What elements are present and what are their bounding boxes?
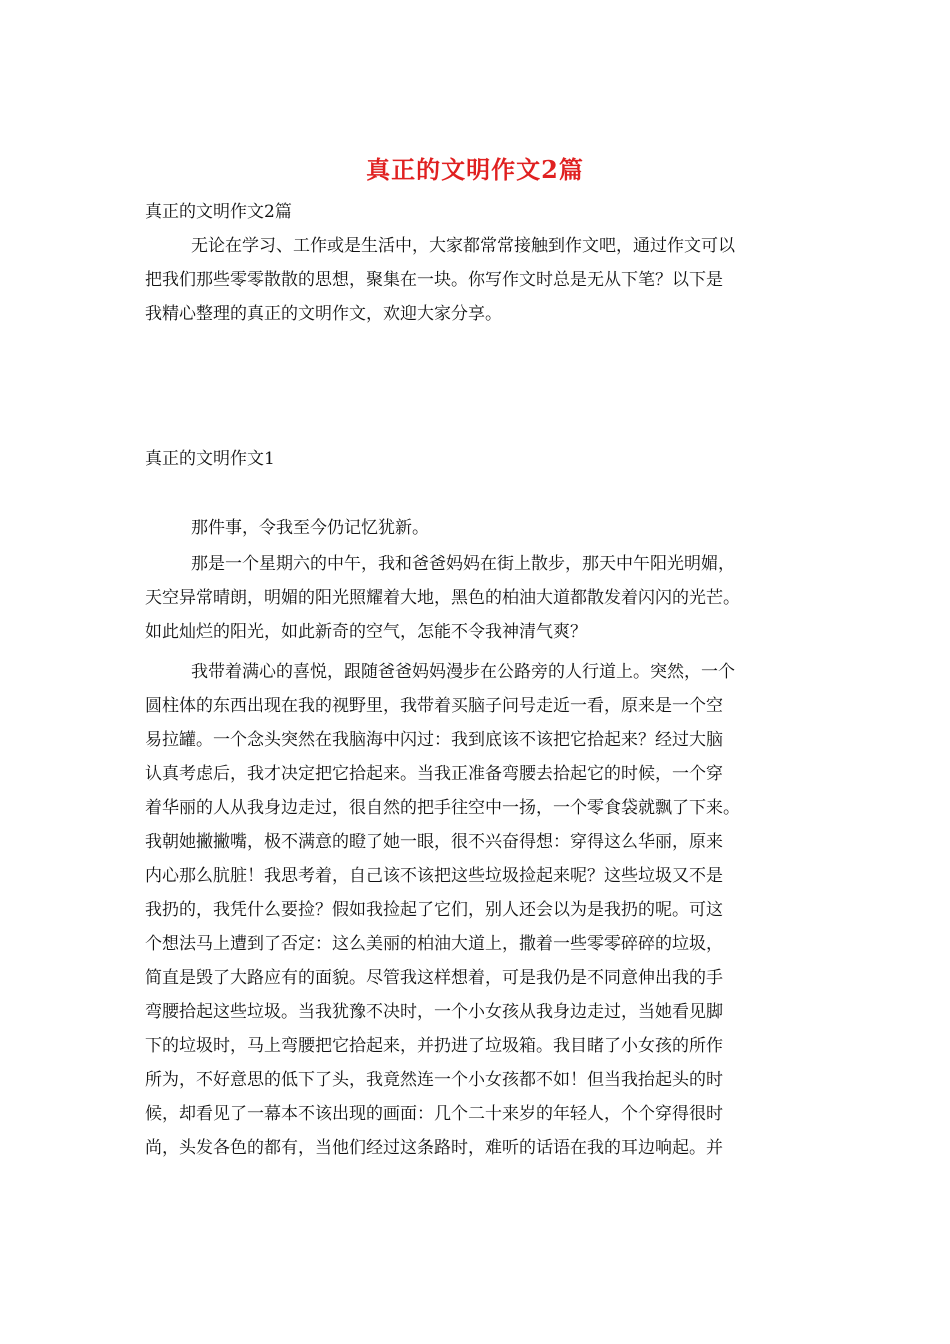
para2-line-1: 那是一个星期六的中午，我和爸爸妈妈在街上散步，那天中午阳光明媚， [191,554,735,574]
intro-line-2: 把我们那些零零散散的思想，聚集在一块。你写作文时总是无从下笔？以下是 [145,270,723,290]
para3-line-7: 内心那么肮脏！我思考着，自己该不该把这些垃圾捡起来呢？这些垃圾又不是 [145,866,723,886]
para3-line-8: 我扔的，我凭什么要捡？假如我捡起了它们，别人还会以为是我扔的呢。可这 [145,900,723,920]
para3-line-1: 我带着满心的喜悦，跟随爸爸妈妈漫步在公路旁的人行道上。突然，一个 [191,662,735,682]
intro-line-3: 我精心整理的真正的文明作文，欢迎大家分享。 [145,304,502,324]
para3-line-11: 弯腰拾起这些垃圾。当我犹豫不决时，一个小女孩从我身边走过，当她看见脚 [145,1002,723,1022]
paragraph-2 [145,547,810,649]
para3-line-2: 圆柱体的东西出现在我的视野里，我带着买脑子问号走近一看，原来是一个空 [145,696,723,716]
para3-line-9: 个想法马上遭到了否定：这么美丽的柏油大道上，撒着一些零零碎碎的垃圾， [145,934,723,954]
para3-line-6: 我朝她撇撇嘴，极不满意的瞪了她一眼，很不兴奋得想：穿得这么华丽，原来 [145,832,723,852]
para3-line-3: 易拉罐。一个念头突然在我脑海中闪过：我到底该不该把它拾起来？经过大脑 [145,730,723,750]
document-title: 真正的文明作文2篇 [366,155,584,184]
para3-line-5: 着华丽的人从我身边走过，很自然的把手往空中一扬，一个零食袋就飘了下来。 [145,798,740,818]
intro-line-1: 无论在学习、工作或是生活中，大家都常常接触到作文吧，通过作文可以 [191,236,735,256]
paragraph-3 [145,655,810,1165]
para3-line-14: 候，却看见了一幕本不该出现的画面：几个二十来岁的年轻人，个个穿得很时 [145,1104,723,1124]
intro-heading [145,195,810,229]
para3-line-13: 所为，不好意思的低下了头，我竟然连一个小女孩都不如！但当我抬起头的时 [145,1070,723,1090]
intro-heading-text: 真正的文明作文2篇 [145,202,292,222]
para2-line-3: 如此灿烂的阳光，如此新奇的空气，怎能不令我神清气爽？ [145,622,587,642]
para3-line-10: 简直是毁了大路应有的面貌。尽管我这样想着，可是我仍是不同意伸出我的手 [145,968,723,988]
intro-paragraph [145,229,810,331]
para3-line-4: 认真考虑后，我才决定把它拾起来。当我正准备弯腰去拾起它的时候，一个穿 [145,764,723,784]
paragraph-1 [145,511,810,545]
para3-line-12: 下的垃圾时，马上弯腰把它拾起来，并扔进了垃圾箱。我目睹了小女孩的所作 [145,1036,723,1056]
para1-line-1: 那件事，令我至今仍记忆犹新。 [191,518,429,538]
para3-line-15: 尚，头发各色的都有，当他们经过这条路时，难听的话语在我的耳边响起。并 [145,1138,723,1158]
section-heading [145,442,810,476]
section-heading-text: 真正的文明作文1 [145,449,275,469]
para2-line-2: 天空异常晴朗，明媚的阳光照耀着大地，黑色的柏油大道都散发着闪闪的光芒。 [145,588,740,608]
